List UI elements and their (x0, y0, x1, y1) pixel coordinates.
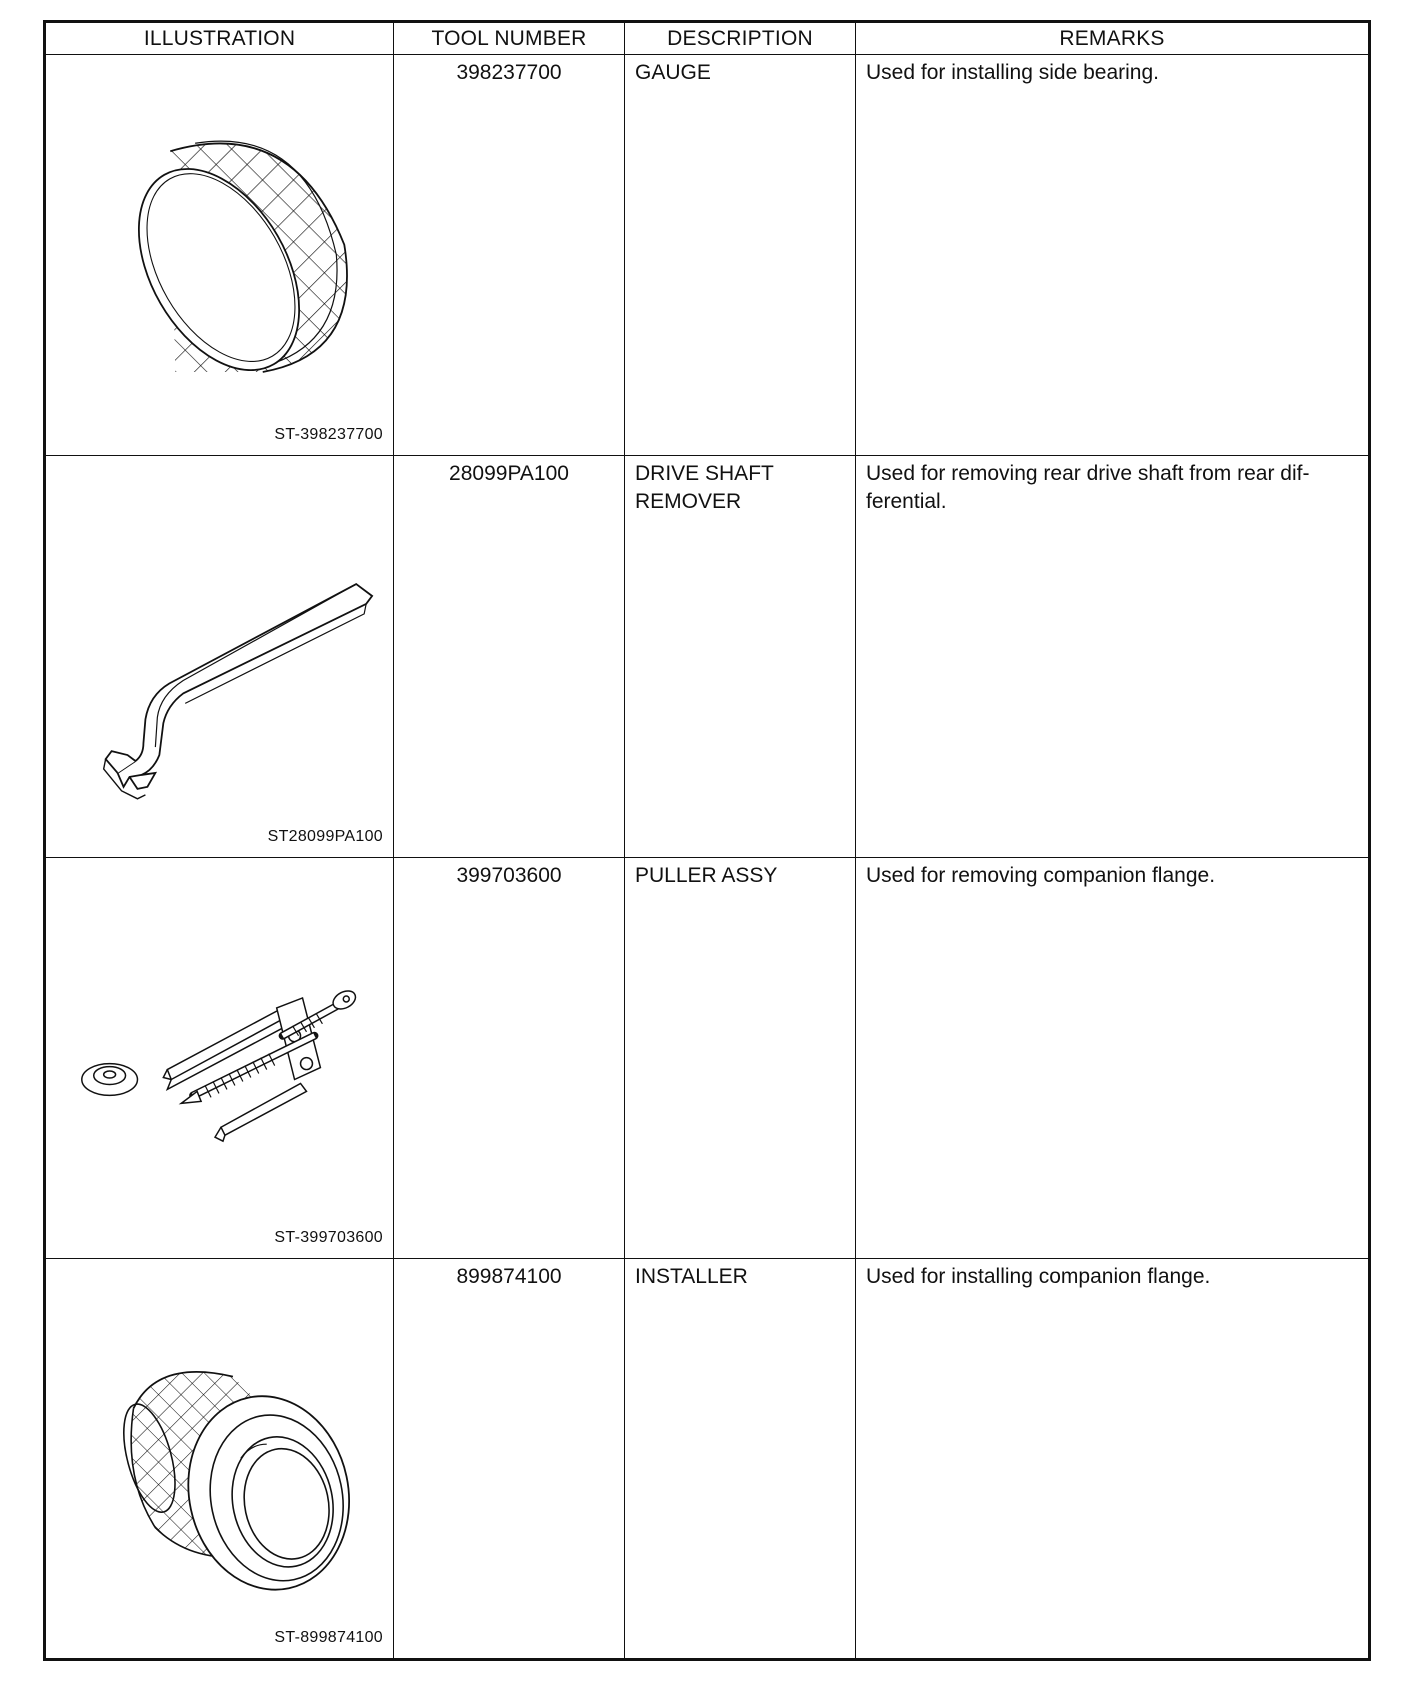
remarks-cell: Used for removing rear drive shaft from rear dif-ferential. (856, 456, 1370, 857)
tool-number-cell: 899874100 (394, 1258, 625, 1659)
tool-number-cell: 399703600 (394, 857, 625, 1258)
description-cell: DRIVE SHAFT REMOVER (625, 456, 856, 857)
header-row (45, 22, 1370, 55)
description-cell: PULLER ASSY (625, 857, 856, 1258)
tool-number-cell: 28099PA100 (394, 456, 625, 857)
remarks-cell: Used for installing companion flange. (856, 1258, 1370, 1659)
illustration-cell (45, 55, 394, 456)
illustration-code: ST-899874100 (274, 1629, 383, 1646)
tool-number-cell: 398237700 (394, 55, 625, 456)
header-remarks: REMARKS (856, 22, 1370, 55)
header-tool-number: TOOL NUMBER (394, 22, 625, 55)
table-row (45, 1258, 1370, 1659)
installer-icon (46, 1259, 393, 1658)
puller-assy-icon (46, 858, 393, 1258)
special-tools-table (43, 20, 1371, 1661)
description-cell: GAUGE (625, 55, 856, 456)
illustration-cell (45, 1258, 394, 1659)
table-row (45, 857, 1370, 1258)
table-row (45, 55, 1370, 456)
gauge-icon (46, 55, 393, 455)
description-cell: INSTALLER (625, 1258, 856, 1659)
illustration-code: ST-399703600 (274, 1228, 383, 1246)
illustration-code: ST-398237700 (274, 426, 383, 444)
illustration-cell (45, 456, 394, 857)
header-description: DESCRIPTION (625, 22, 856, 55)
illustration-code: ST28099PA100 (267, 827, 383, 845)
table-row (45, 456, 1370, 857)
remarks-cell: Used for removing companion flange. (856, 857, 1370, 1258)
remarks-cell: Used for installing side bearing. (856, 55, 1370, 456)
illustration-cell (45, 857, 394, 1258)
drive-shaft-remover-icon (46, 456, 393, 856)
header-illustration: ILLUSTRATION (45, 22, 394, 55)
